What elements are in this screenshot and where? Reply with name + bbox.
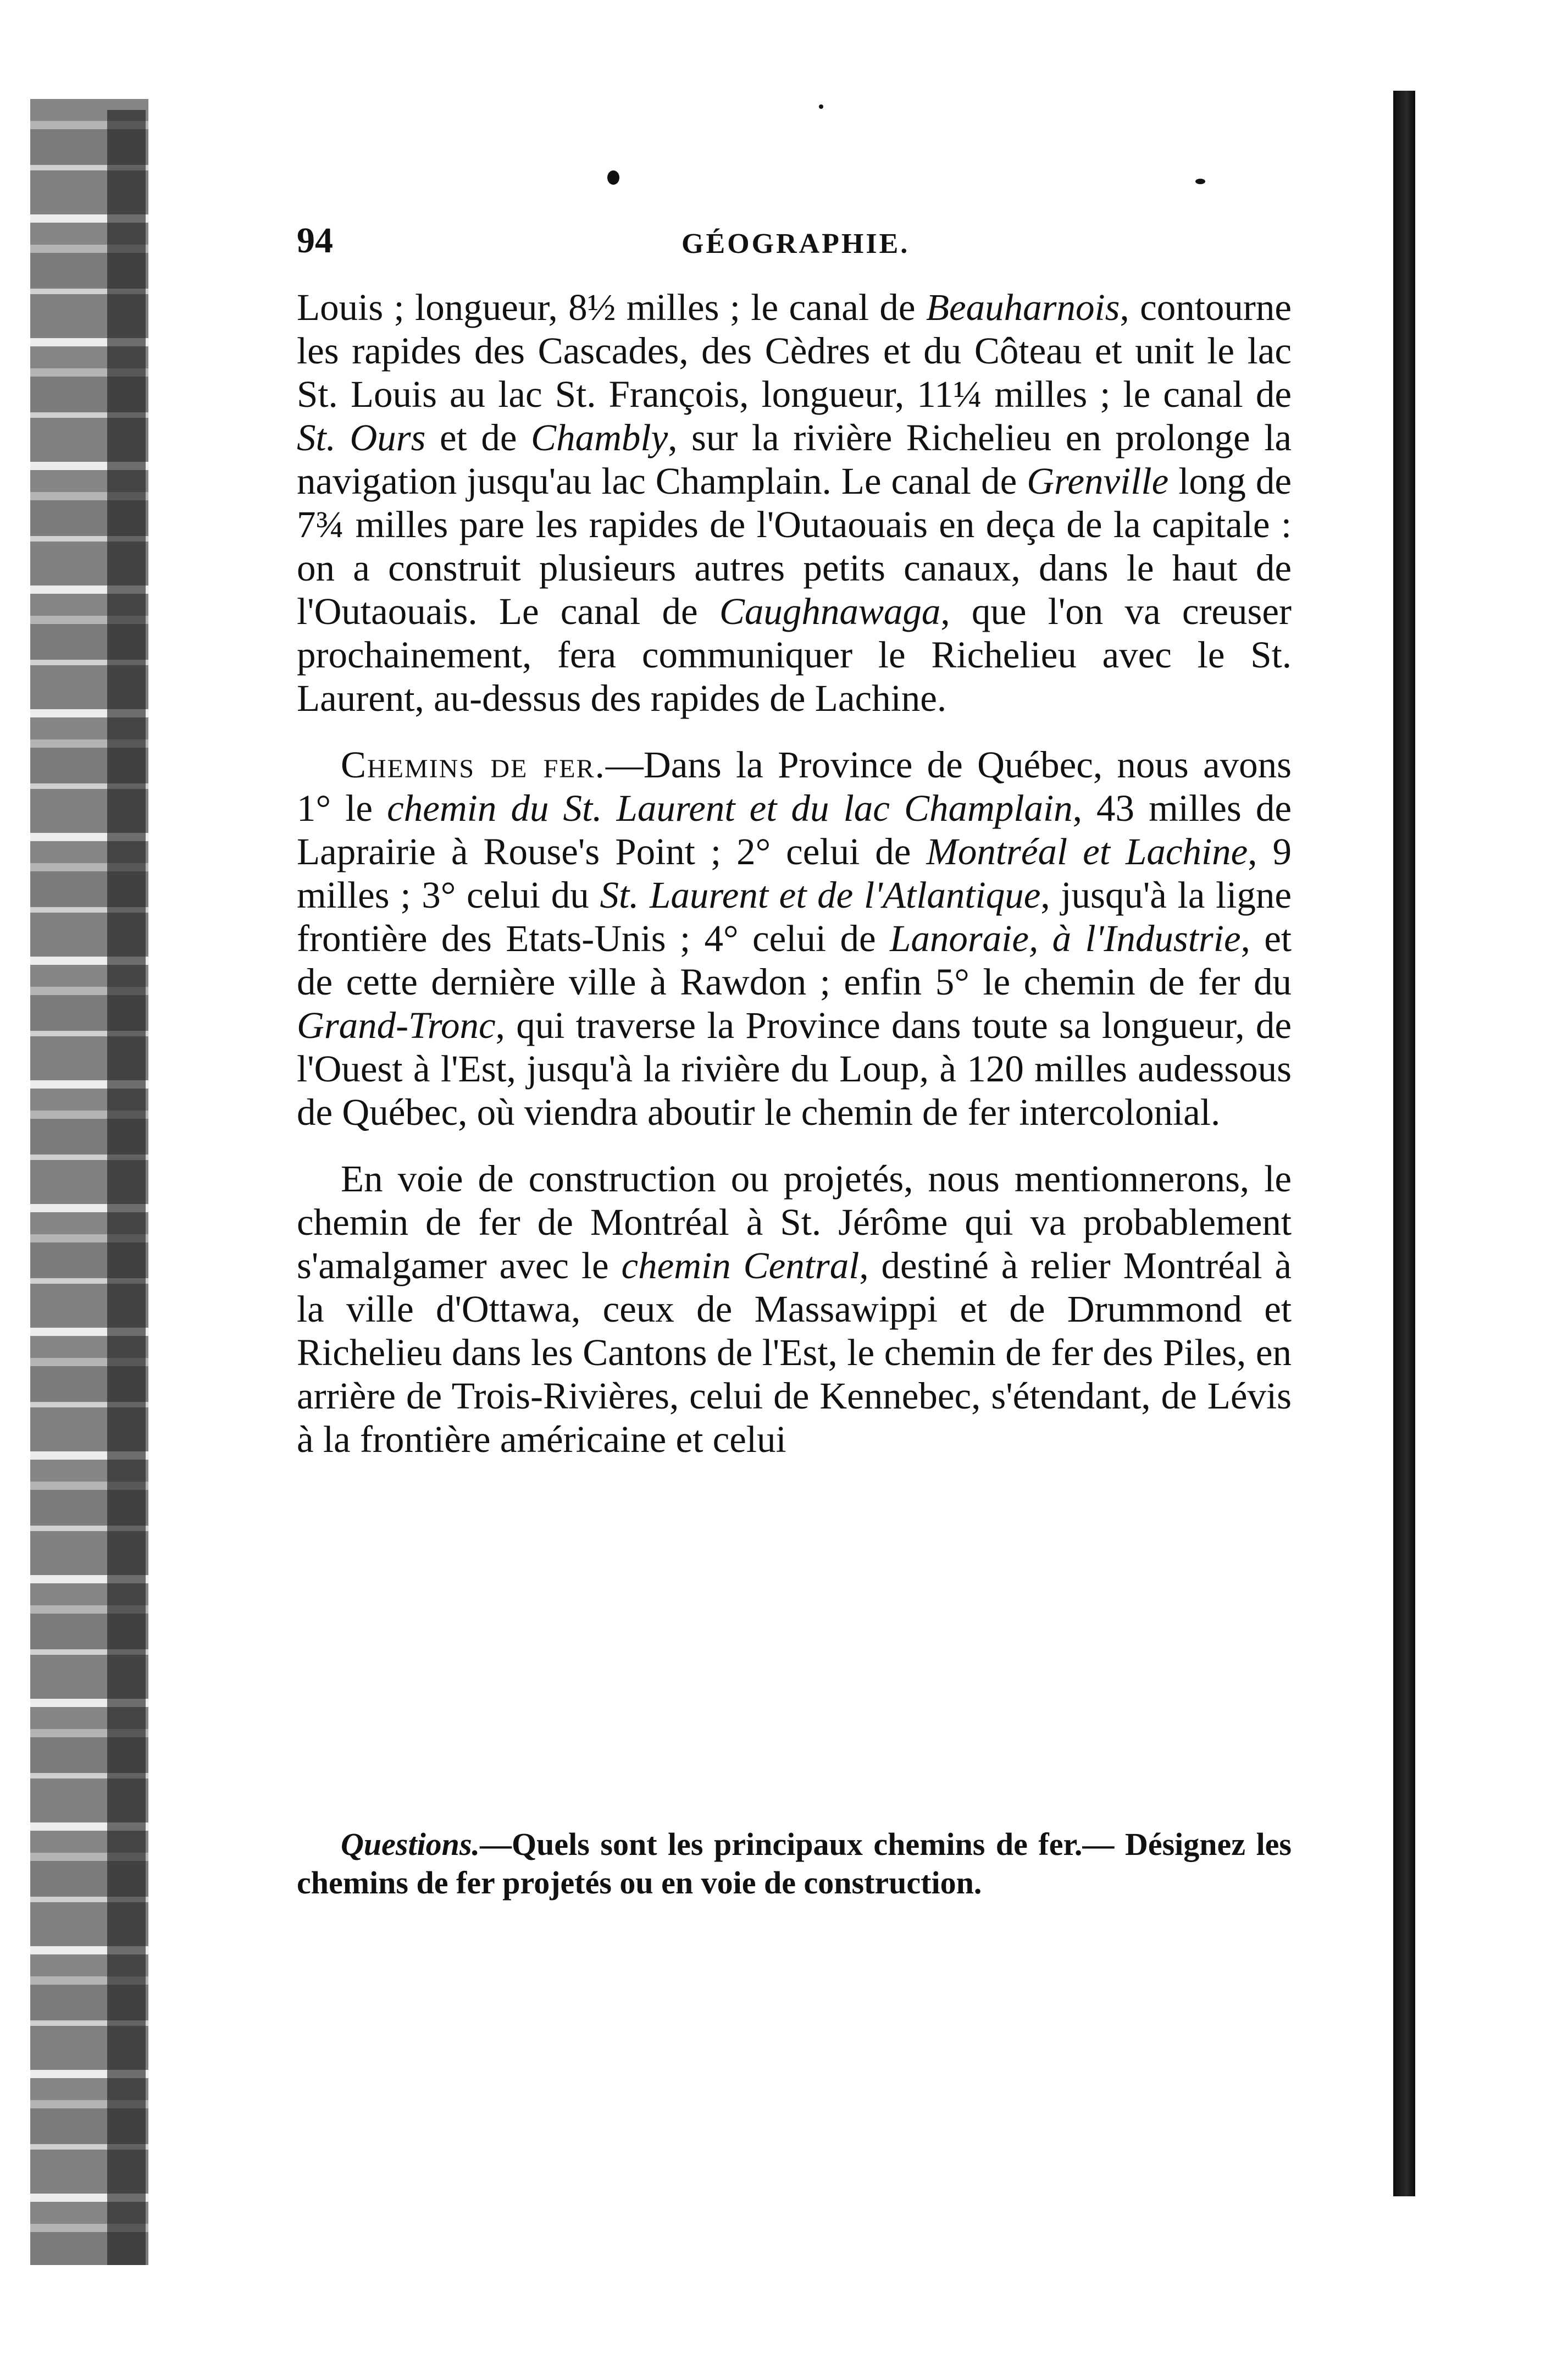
scan-edge-right — [1393, 91, 1415, 2196]
text-run: , sur la rivière Richelieu en prolonge la navigation jusqu'au lac Champlain. Le canal de — [297, 417, 1292, 502]
text-run: long de 7¾ milles pare les rapides de l'Outaouais en deça de la capitale : on a construit plusieurs autres petits canaux, dans le haut de l'Outaouais. Le canal de — [297, 460, 1292, 632]
italic-run: chemin Central — [621, 1245, 860, 1286]
italic-run: Chambly — [531, 417, 668, 459]
italic-run: St. Ours — [297, 417, 426, 459]
italic-run: Montréal et Lachine — [926, 831, 1248, 872]
text-run: , et de cette dernière ville à Rawdon ; enfin 5° le chemin de fer du — [297, 918, 1292, 1003]
italic-run: Lanoraie, à l'Industrie — [889, 918, 1241, 959]
text-run: , contourne les rapides des Cascades, des Cèdres et du Côteau et unit le lac St. Louis au lac St. François, longueur, 11¼ milles ; le canal de — [297, 286, 1292, 415]
text-run: , destiné à relier Montréal à la ville d'Ottawa, ceux de Massawippi et de Drummond et Richelieu dans les Cantons de l'Est, le chemin de fer des Piles, en arrière de Trois-Rivières, celui de Kennebec, s'étendant, de Lévis à la frontière américaine et celui — [297, 1245, 1292, 1460]
italic-run: chemin du St. Laurent et du lac Champlain — [387, 787, 1073, 829]
scan-binding-shadow — [107, 110, 146, 2265]
paragraph-projected-railways — [297, 1157, 1292, 1461]
text-run: En voie de construction ou projetés, nous mentionnerons, le chemin de fer de Montréal à St. Jérôme qui va probablement s'amalgamer avec le — [297, 1158, 1292, 1286]
running-head — [297, 220, 1292, 286]
italic-run: Grenville — [1027, 460, 1169, 502]
scan-speck — [819, 104, 823, 109]
paragraph-railways — [297, 743, 1292, 1134]
italic-run: Beauharnois — [926, 286, 1120, 328]
text-run: , 9 milles ; 3° celui du — [297, 831, 1292, 916]
text-run: , jusqu'à la ligne frontière des Etats-Unis ; 4° celui de — [297, 874, 1292, 959]
section-heading-railways: Chemins de fer. — [341, 744, 606, 786]
paragraph-canals — [297, 286, 1292, 720]
scan-speck — [1195, 179, 1205, 184]
page-content — [297, 220, 1292, 1461]
footnote-text: —Quels sont les principaux chemins de fer.— Désignez les chemins de fer projetés ou en voie de construction. — [297, 1826, 1292, 1901]
footnote-label: Questions. — [341, 1826, 480, 1862]
italic-run: Caughnawaga — [719, 590, 941, 632]
text-run: , que l'on va creuser prochainement, fera communiquer le Richelieu avec le St. Laurent, au-dessus des rapides de Lachine. — [297, 590, 1292, 719]
text-run: Louis ; longueur, 8½ milles ; le canal de — [297, 286, 926, 328]
text-run: , 43 milles de Laprairie à Rouse's Point ; 2° celui de — [297, 787, 1292, 872]
text-run: —Dans la Province de Québec, nous avons 1° le — [297, 744, 1292, 829]
running-title: GÉOGRAPHIE. — [682, 228, 910, 259]
italic-run: Grand-Tronc — [297, 1004, 496, 1046]
scan-speck — [607, 170, 619, 185]
italic-run: St. Laurent et de l'Atlantique — [600, 874, 1041, 916]
text-run: et de — [425, 417, 531, 459]
page-number: 94 — [297, 220, 333, 261]
footnote-questions — [297, 1825, 1292, 1902]
text-run: , qui traverse la Province dans toute sa longueur, de l'Ouest à l'Est, jusqu'à la rivière du Loup, à 120 milles audessous de Québec, où viendra aboutir le chemin de fer intercolonial. — [297, 1004, 1292, 1133]
